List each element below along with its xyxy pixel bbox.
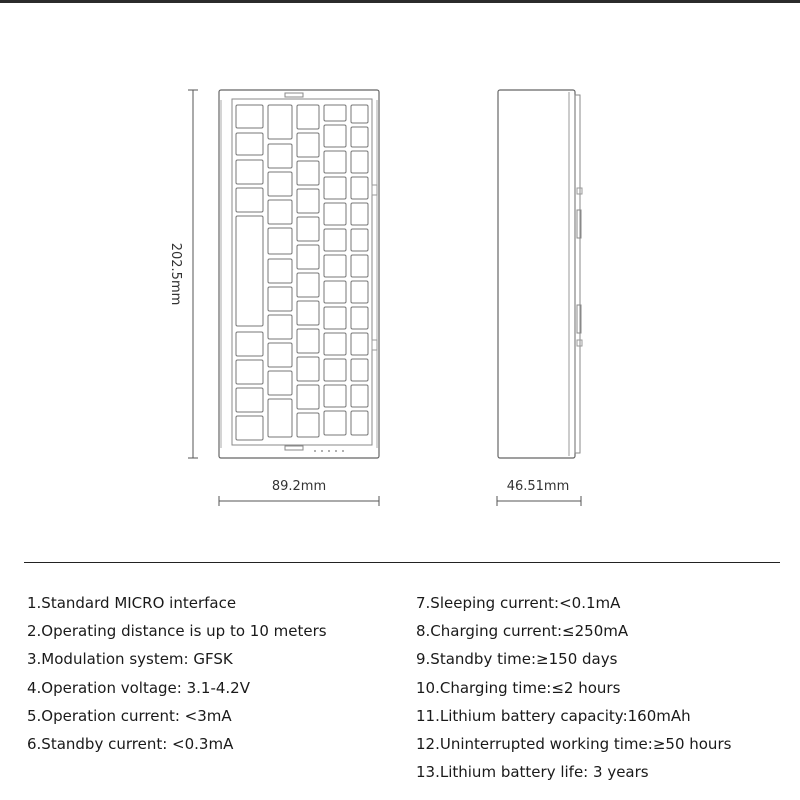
spec-item: 6.Standby current: <0.3mA xyxy=(27,734,234,753)
key xyxy=(236,105,263,128)
spec-item: 7.Sleeping current:<0.1mA xyxy=(416,594,621,612)
key xyxy=(324,333,346,355)
key xyxy=(268,343,292,367)
key xyxy=(351,151,368,173)
spec-item: 3.Modulation system: GFSK xyxy=(27,650,233,669)
key xyxy=(236,360,263,384)
key xyxy=(297,189,319,213)
width-dimension-line xyxy=(219,496,379,506)
spec-list-right xyxy=(416,593,731,790)
spec-item: 4.Operation voltage: 3.1-4.2V xyxy=(27,678,250,697)
key xyxy=(324,307,346,329)
key xyxy=(236,160,263,184)
key xyxy=(268,172,292,196)
key xyxy=(297,133,319,157)
thickness-dimension-line xyxy=(497,496,581,506)
spec-item: 12.Uninterrupted working time:≥50 hours xyxy=(416,734,732,753)
key xyxy=(297,273,319,297)
spec-item: 8.Charging current:≤250mA xyxy=(416,622,629,641)
key xyxy=(236,332,263,356)
key xyxy=(236,388,263,412)
key xyxy=(324,151,346,173)
key xyxy=(351,281,368,303)
key xyxy=(351,333,368,355)
key xyxy=(351,359,368,381)
width-label: 89.2mm xyxy=(271,479,327,494)
height-dimension-line xyxy=(188,90,198,458)
key xyxy=(268,287,292,311)
key xyxy=(324,255,346,277)
key xyxy=(324,125,346,147)
key xyxy=(236,188,263,212)
key xyxy=(324,105,346,121)
key xyxy=(297,105,319,129)
key xyxy=(351,229,368,251)
key xyxy=(324,177,346,199)
key xyxy=(297,245,319,269)
key xyxy=(297,413,319,437)
spec-list-left xyxy=(27,593,327,762)
spec-item: 11.Lithium battery capacity:160mAh xyxy=(416,706,691,725)
section-divider xyxy=(24,562,780,563)
key xyxy=(351,177,368,199)
key xyxy=(324,281,346,303)
key xyxy=(268,399,292,437)
key xyxy=(351,255,368,277)
key xyxy=(268,371,292,395)
key xyxy=(324,203,346,225)
spec-item: 9.Standby time:≥150 days xyxy=(416,650,618,669)
key xyxy=(236,133,263,155)
key xyxy=(324,385,346,407)
key xyxy=(236,216,263,326)
key xyxy=(268,144,292,168)
spec-item: 13.Lithium battery life: 3 years xyxy=(416,763,649,782)
key xyxy=(324,229,346,251)
keyboard-front-view xyxy=(219,90,379,458)
key xyxy=(324,359,346,381)
key xyxy=(351,203,368,225)
spec-item: 2.Operating distance is up to 10 meters xyxy=(27,622,327,641)
key xyxy=(351,307,368,329)
spec-item: 1.Standard MICRO interface xyxy=(27,594,237,612)
key xyxy=(351,105,368,123)
spec-item: 5.Operation current: <3mA xyxy=(27,706,232,725)
key xyxy=(297,357,319,381)
key xyxy=(268,105,292,139)
key xyxy=(268,315,292,339)
key xyxy=(268,228,292,254)
height-label: 202.5mm xyxy=(168,242,183,306)
key xyxy=(297,217,319,241)
keyboard-side-view xyxy=(498,90,582,458)
key xyxy=(351,127,368,147)
key xyxy=(324,411,346,435)
key xyxy=(297,301,319,325)
key xyxy=(268,200,292,224)
key xyxy=(268,259,292,283)
key xyxy=(297,329,319,353)
key xyxy=(351,411,368,435)
key xyxy=(297,161,319,185)
thickness-label: 46.51mm xyxy=(506,479,570,494)
key xyxy=(236,416,263,440)
key xyxy=(297,385,319,409)
key xyxy=(351,385,368,407)
spec-item: 10.Charging time:≤2 hours xyxy=(416,678,621,697)
